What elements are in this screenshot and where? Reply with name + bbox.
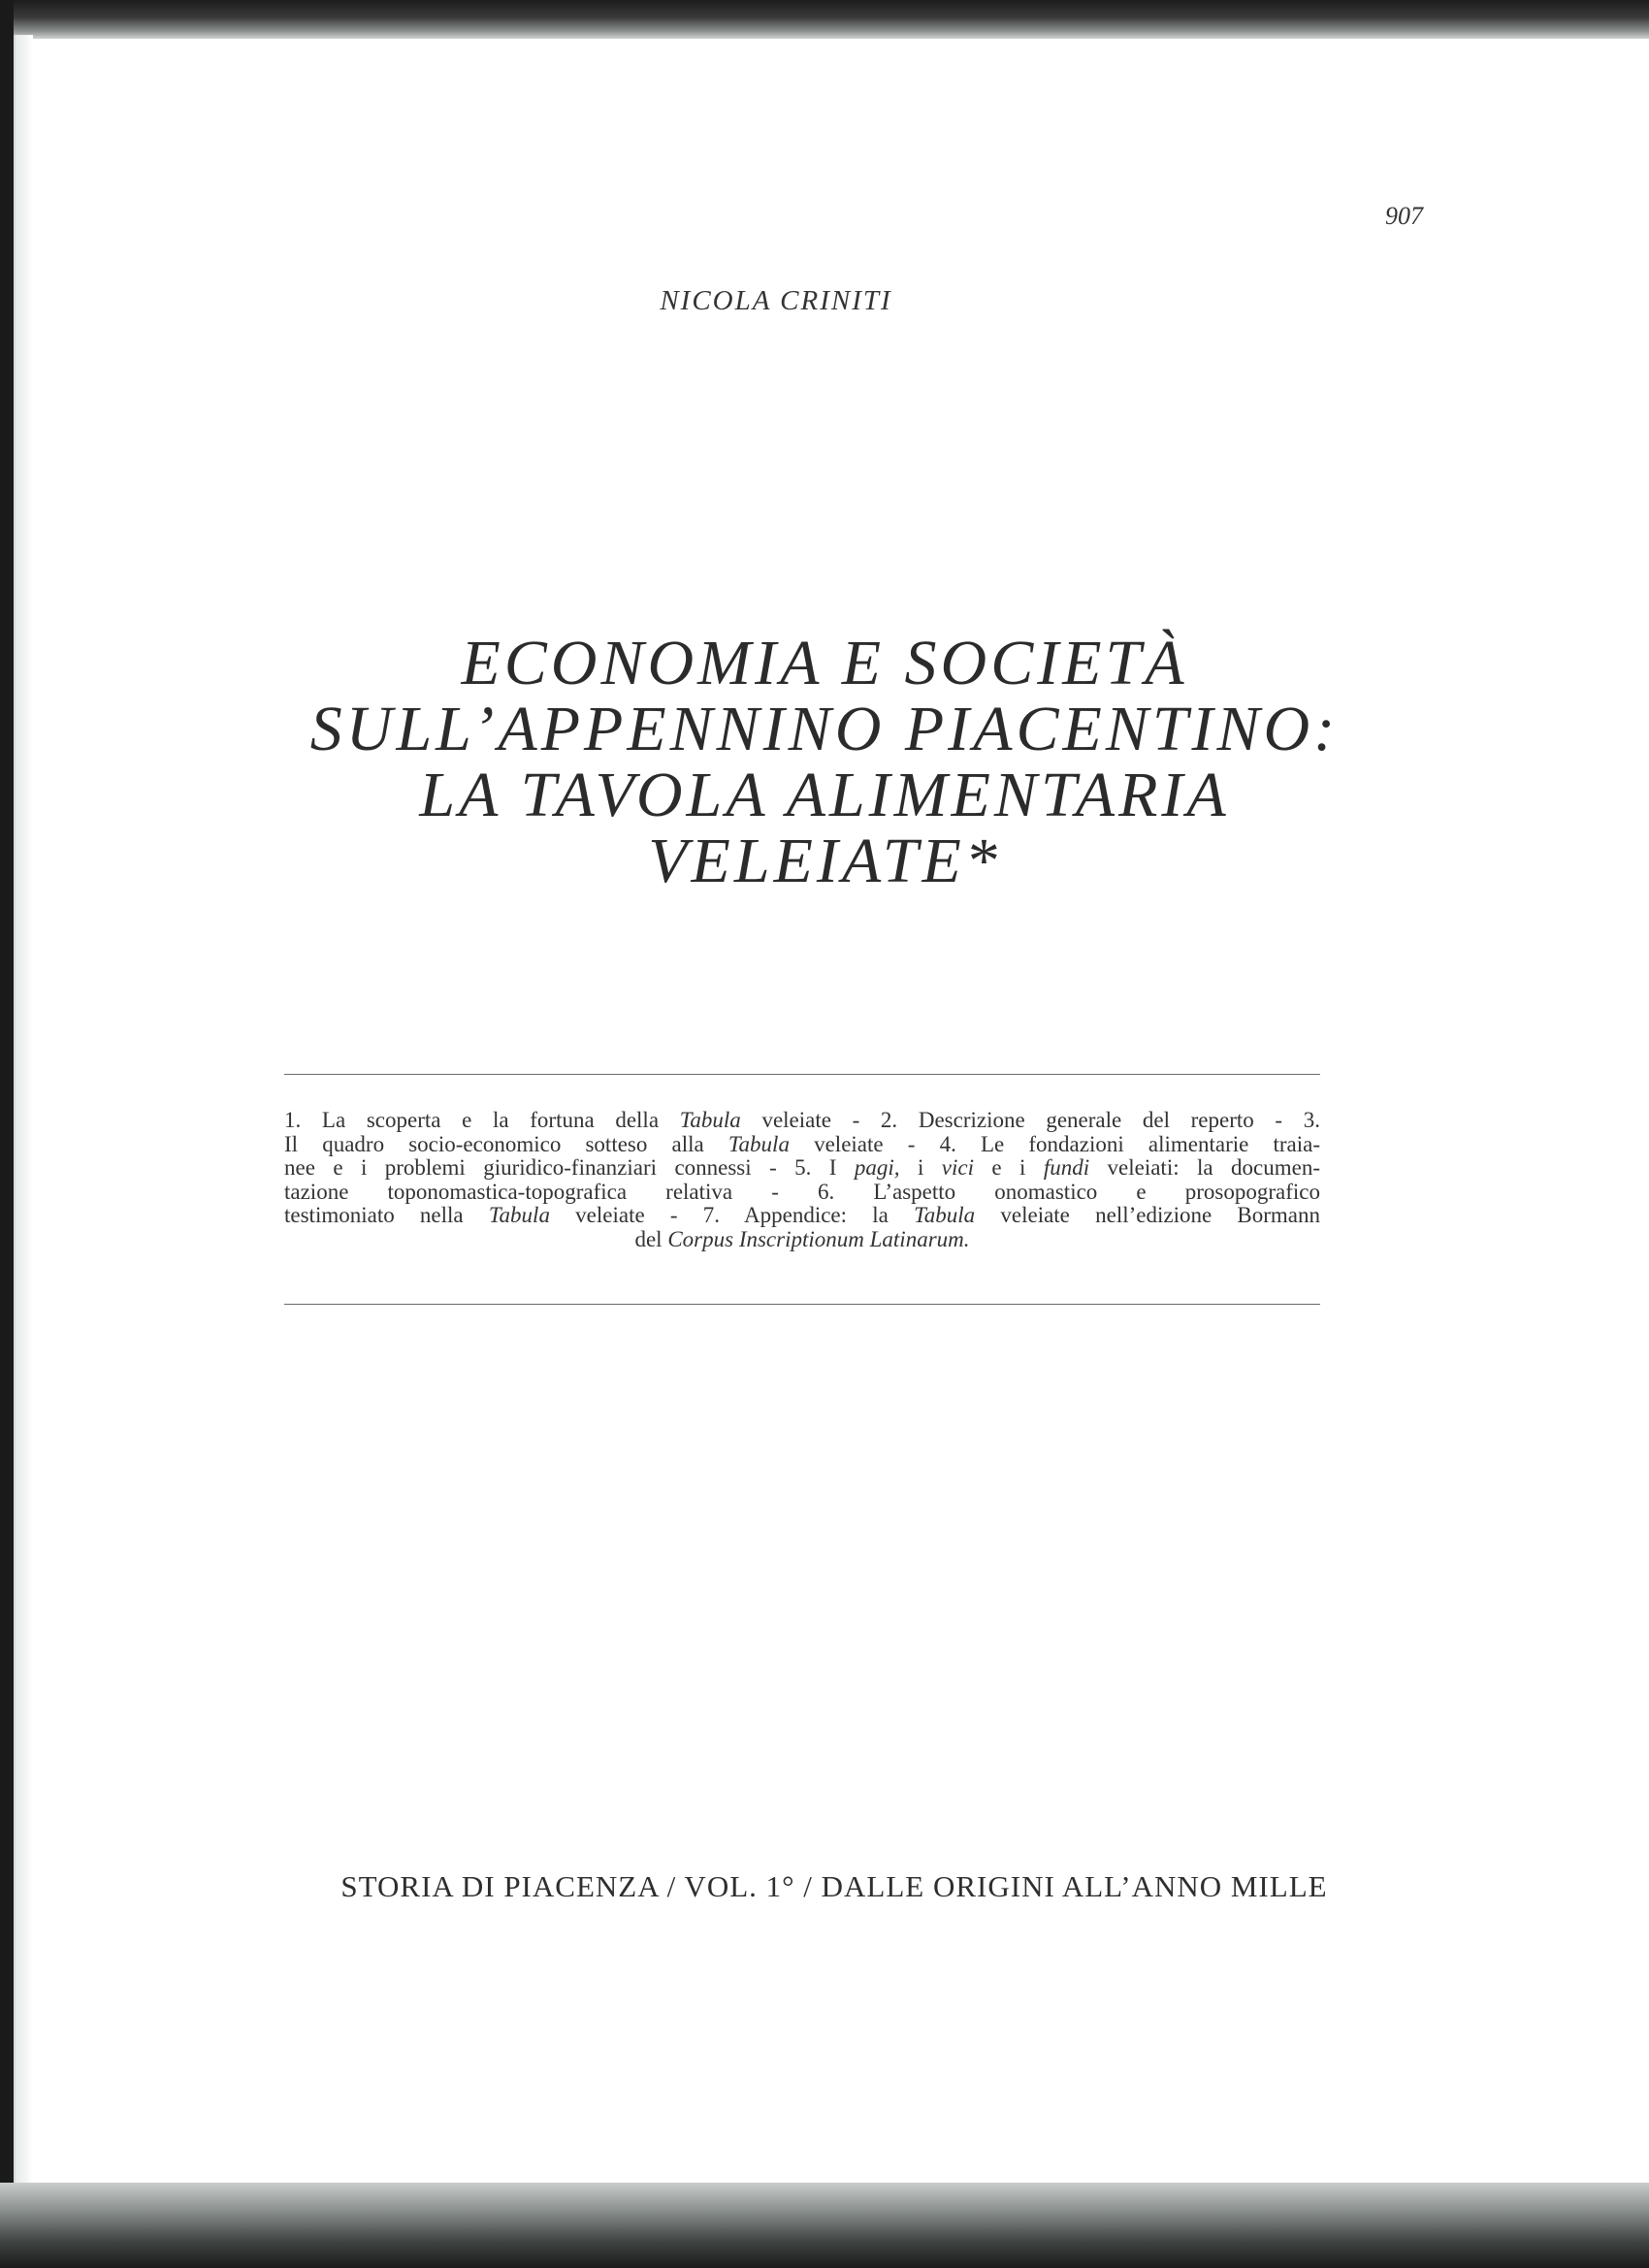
contents-text-run: del	[634, 1226, 668, 1251]
contents-italic-run: vici	[941, 1155, 974, 1180]
contents-text-run: i	[899, 1155, 942, 1180]
contents-text-run: veleiate nell’edizione Bormann	[975, 1203, 1320, 1227]
contents-italic-run: Tabula	[728, 1131, 790, 1156]
title-line: LA TAVOLA ALIMENTARIA	[419, 760, 1230, 830]
page-number: 907	[1385, 202, 1423, 230]
series-footer: STORIA DI PIACENZA / VOL. 1° / DALLE ORIGINI ALL’ANNO MILLE	[340, 1869, 1328, 1903]
contents-text-run: nee e i problemi giuridico-finanziari connessi - 5. I	[284, 1155, 855, 1180]
contents-line	[284, 1204, 1320, 1228]
article-title	[233, 628, 1416, 896]
page-binding-edge	[14, 35, 33, 2187]
scan-border-left	[0, 0, 14, 2268]
divider-top	[284, 1074, 1320, 1075]
contents-text-run: veleiate - 4. Le fondazioni alimentarie traia-	[789, 1131, 1320, 1156]
contents-text-run: testimoniato nella	[284, 1203, 489, 1227]
contents-italic-run: Tabula	[679, 1108, 741, 1132]
scan-border-top	[0, 0, 1649, 39]
contents-italic-run: fundi	[1043, 1155, 1090, 1180]
table-of-contents	[284, 1109, 1320, 1251]
contents-italic-run: Tabula	[914, 1203, 976, 1227]
scan-border-bottom	[0, 2183, 1649, 2268]
contents-text-run: veleiati: la documen-	[1089, 1155, 1320, 1180]
contents-line	[284, 1181, 1320, 1205]
contents-text-run: veleiate - 2. Descrizione generale del reperto - 3.	[740, 1108, 1321, 1132]
contents-italic-run: Tabula	[488, 1203, 550, 1227]
contents-italic-run: Corpus Inscriptionum Latinarum.	[667, 1226, 970, 1251]
divider-bottom	[284, 1304, 1320, 1305]
contents-italic-run: pagi,	[854, 1155, 900, 1180]
contents-text-run: Il quadro socio-economico sotteso alla	[284, 1131, 728, 1156]
contents-text-run: tazione toponomastica-topografica relativa - 6. L’aspetto onomastico e prosopografico	[284, 1179, 1320, 1204]
contents-line	[284, 1109, 1320, 1133]
title-line: SULL’APPENNINO PIACENTINO:	[309, 694, 1340, 764]
title-line: ECONOMIA E SOCIETÀ	[461, 628, 1188, 698]
author-name: NICOLA CRINITI	[660, 285, 892, 316]
contents-line	[284, 1228, 1320, 1252]
contents-text-run: 1. La scoperta e la fortuna della	[284, 1108, 680, 1132]
title-line: VELEIATE*	[648, 826, 1001, 896]
contents-line	[284, 1133, 1320, 1157]
contents-text-run: e i	[973, 1155, 1044, 1180]
contents-line	[284, 1156, 1320, 1181]
contents-text-run: veleiate - 7. Appendice: la	[549, 1203, 915, 1227]
